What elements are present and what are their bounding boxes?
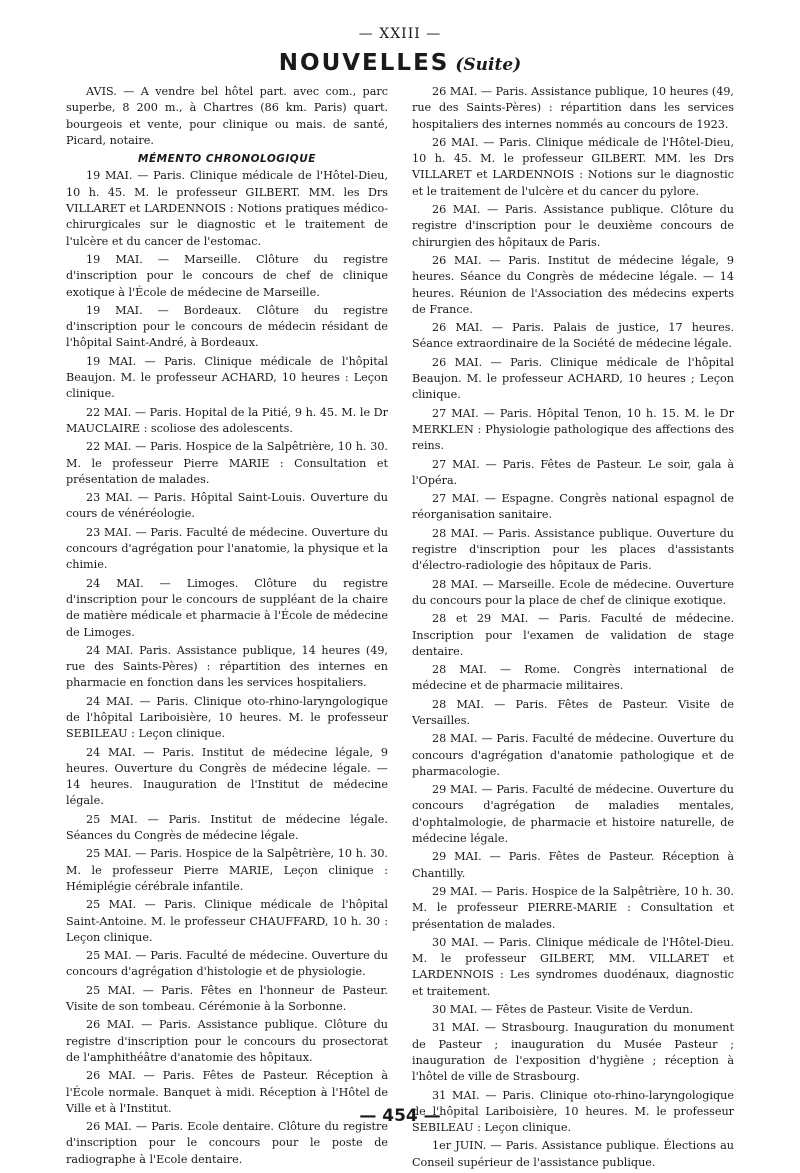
memento-entry: 25 MAI. — Paris. Institut de médecine légale. Séances du Congrès de médecine légale. bbox=[66, 812, 388, 843]
memento-entry: 25 MAI. — Paris. Clinique médicale de l'hôpital Saint-Antoine. M. le professeur CHAUFFARD, 10 h. 30 : Leçon clinique. bbox=[66, 898, 388, 944]
memento-entry: 28 MAI. — Marseille. Ecole de médecine. Ouverture du concours pour la place de chef de clinique exotique. bbox=[412, 577, 734, 607]
memento-entry: 22 MAI. — Paris. Hospice de la Salpêtrière, 10 h. 30. M. le professeur Pierre MARIE : Consultation et présentation de malades. bbox=[66, 440, 388, 486]
page-title bbox=[0, 50, 800, 76]
memento-entry: 25 MAI. — Paris. Hospice de la Salpêtrière, 10 h. 30. M. le professeur Pierre MARIE, Leçon clinique : Hémiplégie cérébrale infantile. bbox=[66, 847, 388, 893]
right-column bbox=[412, 84, 734, 1173]
memento-entry: 26 MAI. — Paris. Palais de justice, 17 heures. Séance extraordinaire de la Société de médecine légale. bbox=[412, 321, 734, 351]
memento-entry: 28 MAI. — Paris. Fêtes de Pasteur. Visite de Versailles. bbox=[412, 697, 734, 727]
memento-entry: 26 MAI. — Paris. Fêtes de Pasteur. Réception à l'École normale. Banquet à midi. Réception à l'Hôtel de Ville et à l'Institut. bbox=[66, 1069, 388, 1115]
memento-entry: 22 MAI. — Paris. Hopital de la Pitié, 9 h. 45. M. le Dr MAUCLAIRE : scoliose des adolescents. bbox=[66, 405, 388, 435]
memento-entry: 19 MAI. — Marseille. Clôture du registre d'inscription pour le concours de chef de clinique exotique à l'École de médecine de Marseille. bbox=[66, 252, 388, 299]
memento-entry: 26 MAI. — Paris. Ecole dentaire. Clôture du registre d'inscription pour le concours pour le poste de radiographe à l'Ecole dentaire. bbox=[66, 1120, 388, 1166]
memento-entry: 27 MAI. — Espagne. Congrès national espagnol de réorganisation sanitaire. bbox=[412, 492, 734, 522]
roman-page-number: — XXIII — bbox=[358, 26, 442, 42]
memento-entry: 28 et 29 MAI. — Paris. Faculté de médecine. Inscription pour l'examen de validation de stage dentaire. bbox=[412, 612, 734, 658]
memento-entry: 31 MAI. — Strasbourg. Inauguration du monument de Pasteur ; inauguration du Musée Pasteur ; inauguration de l'exposition d'hygiène ; réception à l'hôtel de ville de Strasbourg. bbox=[412, 1021, 734, 1084]
memento-entry: 23 MAI. — Paris. Hôpital Saint-Louis. Ouverture du cours de vénéréologie. bbox=[66, 491, 388, 521]
memento-entry: 29 MAI. — Paris. Hospice de la Salpêtrière, 10 h. 30. M. le professeur PIERRE-MARIE : Consultation et présentation de malades. bbox=[412, 884, 734, 931]
memento-entry: 24 MAI. — Paris. Institut de médecine légale, 9 heures. Ouverture du Congrès de médecine légale. — 14 heures. Inauguration de l'Institut de médecine légale. bbox=[66, 745, 388, 808]
memento-entry: 26 MAI. — Paris. Assistance publique. Clôture du registre d'inscription pour le deuxième concours de chirurgien des hôpitaux de Paris. bbox=[412, 203, 734, 249]
memento-entry: 28 MAI. — Paris. Faculté de médecine. Ouverture du concours d'agrégation d'anatomie pathologique et de pharmacologie. bbox=[412, 732, 734, 778]
memento-entry: 19 MAI. — Paris. Clinique médicale de l'hôpital Beaujon. M. le professeur ACHARD, 10 heures : Leçon clinique. bbox=[66, 354, 388, 401]
avis-notice: AVIS. — A vendre bel hôtel part. avec com., parc superbe, 8 200 m., à Chartres (86 km. Paris) quart. bourgeois et vente, pour clinique ou mais. de santé, Picard, notaire. bbox=[66, 85, 388, 147]
memento-entry: 24 MAI. Paris. Assistance publique, 14 heures (49, rue des Saints-Pères) : répartition des internes en pharmacie en fonction dans les services hospitaliers. bbox=[66, 643, 388, 690]
memento-entry: 27 MAI. — Paris. Hôpital Tenon, 10 h. 15. M. le Dr MERKLEN : Physiologie pathologique des affections des reins. bbox=[412, 406, 734, 453]
memento-heading: MÉMENTO CHRONOLOGIQUE bbox=[138, 153, 316, 166]
memento-entry: 30 MAI. — Paris. Clinique médicale de l'Hôtel-Dieu. M. le professeur GILBERT, MM. VILLARET et LARDENNOIS : Les syndromes duodénaux, diagnostic et traitement. bbox=[412, 935, 734, 998]
title-suffix: (Suite) bbox=[455, 55, 522, 75]
memento-entry: 26 MAI. — Paris. Assistance publique. Clôture du registre d'inscription pour le concours du prosectorat de l'amphithéâtre d'anatomie des hôpitaux. bbox=[66, 1018, 388, 1064]
memento-entry: 29 MAI. — Paris. Fêtes de Pasteur. Réception à Chantilly. bbox=[412, 850, 734, 880]
memento-entry: 25 MAI. — Paris. Fêtes en l'honneur de Pasteur. Visite de son tombeau. Cérémonie à la Sorbonne. bbox=[66, 983, 388, 1014]
memento-entry: 26 MAI. — Paris. Institut de médecine légale, 9 heures. Séance du Congrès de médecine légale. — 14 heures. Réunion de l'Association des médecins experts de France. bbox=[412, 253, 734, 316]
memento-entry: 25 MAI. — Paris. Faculté de médecine. Ouverture du concours d'agrégation d'histologie et de physiologie. bbox=[66, 949, 388, 979]
page-number: — 454 — bbox=[359, 1106, 441, 1126]
memento-entry: 28 MAI. — Rome. Congrès international de médecine et de pharmacie militaires. bbox=[412, 663, 734, 693]
memento-entry: 28 MAI. — Paris. Assistance publique. Ouverture du registre d'inscription pour les places d'assistants d'électro-radiologie des hôpitaux de Paris. bbox=[412, 526, 734, 573]
title-text: NOUVELLES bbox=[278, 50, 450, 76]
right-items-list bbox=[412, 84, 734, 1171]
memento-entry: 23 MAI. — Paris. Faculté de médecine. Ouverture du concours d'agrégation pour l'anatomie, la physique et la chimie. bbox=[66, 525, 388, 572]
memento-entry: 30 MAI. — Fêtes de Pasteur. Visite de Verdun. bbox=[432, 1003, 694, 1017]
memento-entry: 26 MAI. — Paris. Clinique médicale de l'hôpital Beaujon. M. le professeur ACHARD, 10 heures ; Leçon clinique. bbox=[412, 355, 734, 402]
memento-entry: 24 MAI. — Limoges. Clôture du registre d'inscription pour le concours de suppléant de la chaire de matière médicale et pharmacie à l'École de médecine de Limoges. bbox=[66, 576, 388, 639]
memento-entry: 26 MAI. — Paris. Clinique médicale de l'Hôtel-Dieu, 10 h. 45. M. le professeur GILBERT. MM. les Drs VILLARET et LARDENNOIS : Notions sur le diagnostic et le traitement de l'ulcère et du cancer du pylore. bbox=[412, 135, 734, 198]
memento-entry: 19 MAI. — Bordeaux. Clôture du registre d'inscription pour le concours de médecin résidant de l'hôpital Saint-André, à Bordeaux. bbox=[66, 303, 388, 350]
memento-entry: 29 MAI. — Paris. Faculté de médecine. Ouverture du concours d'agrégation de maladies mentales, d'ophtalmologie, de pharmacie et histoire naturelle, de médecine légale. bbox=[412, 783, 734, 846]
memento-entry: 19 MAI. — Paris. Clinique médicale de l'Hôtel-Dieu, 10 h. 45. M. le professeur GILBERT. MM. les Drs VILLARET et LARDENNOIS : Notions pratiques médico-chirurgicales sur le diagnostic et le traitement de l'ulcère et du cancer de l'estomac. bbox=[66, 169, 388, 248]
left-column bbox=[66, 84, 388, 1170]
memento-entry: 27 MAI. — Paris. Fêtes de Pasteur. Le soir, gala à l'Opéra. bbox=[412, 457, 734, 487]
memento-entry: 31 MAI. — Paris. Clinique oto-rhino-laryngologique de l'hôpital Lariboisière, 10 heures. M. le professeur SEBILEAU : Leçon clinique. bbox=[412, 1088, 734, 1135]
left-items-list bbox=[66, 168, 388, 1168]
memento-entry: 26 MAI. — Paris. Assistance publique, 10 heures (49, rue des Saints-Pères) : répartition dans les services hospitaliers des internes nommés au concours de 1923. bbox=[412, 85, 734, 131]
memento-entry: 24 MAI. — Paris. Clinique oto-rhino-laryngologique de l'hôpital Lariboisière, 10 heures. M. le professeur SEBILEAU : Leçon clinique. bbox=[66, 694, 388, 741]
memento-entry: 1er JUIN. — Paris. Assistance publique. Élections au Conseil supérieur de l'assistance publique. bbox=[412, 1139, 734, 1169]
